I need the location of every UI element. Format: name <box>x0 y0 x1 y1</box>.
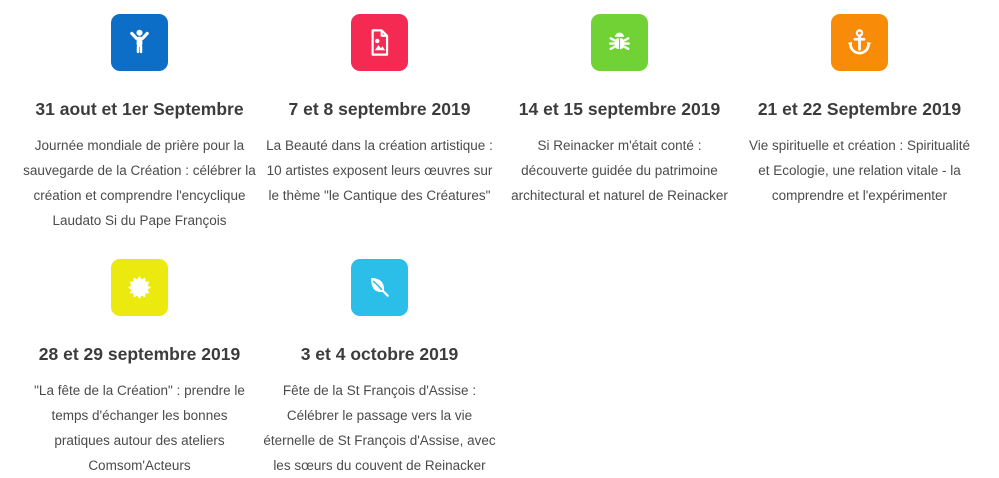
event-date-title: 21 et 22 Septembre 2019 <box>757 99 962 119</box>
event-date-title: 3 et 4 octobre 2019 <box>300 344 459 364</box>
event-icon-tile <box>831 14 888 71</box>
event-card <box>20 259 260 478</box>
file-image-icon <box>363 26 396 59</box>
sun-burst-icon <box>123 271 156 304</box>
event-card <box>260 259 500 478</box>
event-description: La Beauté dans la création artistique : 10 artistes exposent leurs œuvres sur le thème "le Cantique des Créatures" <box>266 138 493 203</box>
event-icon-tile <box>351 259 408 316</box>
events-grid <box>20 0 980 478</box>
event-icon-tile <box>351 14 408 71</box>
event-description: Si Reinacker m'était conté : découverte guidée du patrimoine architectural et naturel de Reinacker <box>511 138 728 203</box>
event-description: Fête de la St François d'Assise : Célébrer le passage vers la vie éternelle de St François d'Assise, avec les sœurs du couvent de Reinacker <box>263 383 496 473</box>
event-date-title: 14 et 15 septembre 2019 <box>518 99 721 119</box>
event-date-title: 31 aout et 1er Septembre <box>35 99 244 119</box>
event-icon-tile <box>591 14 648 71</box>
event-description: Vie spirituelle et création : Spiritualité et Ecologie, une relation vitale - la comprendre et l'expérimenter <box>748 138 971 203</box>
leaf-icon <box>363 271 396 304</box>
event-card <box>500 14 740 233</box>
event-card <box>260 14 500 233</box>
child-icon <box>123 26 156 59</box>
event-icon-tile <box>111 14 168 71</box>
event-description: "La fête de la Création" : prendre le temps d'échanger les bonnes pratiques autour des ateliers Comsom'Acteurs <box>34 383 245 473</box>
event-date-title: 28 et 29 septembre 2019 <box>38 344 241 364</box>
event-card <box>20 14 260 233</box>
event-card <box>740 14 980 233</box>
event-description: Journée mondiale de prière pour la sauvegarde de la Création : célébrer la création et comprendre l'encyclique Laudato Si du Pape François <box>23 138 256 228</box>
bug-icon <box>603 26 636 59</box>
event-date-title: 7 et 8 septembre 2019 <box>288 99 471 119</box>
event-icon-tile <box>111 259 168 316</box>
anchor-icon <box>843 26 876 59</box>
